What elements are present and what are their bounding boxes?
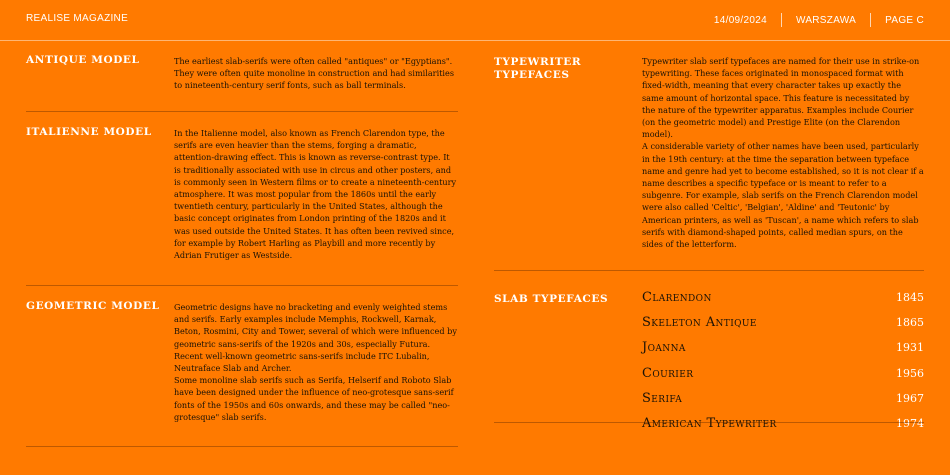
- list-item: [642, 366, 924, 391]
- section-body: [174, 112, 458, 275]
- section-typewriter-typefaces: [494, 40, 924, 271]
- list-item: [642, 416, 924, 441]
- magazine-title: REALISE MAGAZINE: [26, 13, 129, 24]
- section-heading: SLAB TYPEFACES: [494, 293, 609, 305]
- typeface-name: Skeleton Antique: [642, 315, 757, 331]
- section-antique-model: [26, 40, 458, 112]
- section-slab-typefaces: [494, 271, 924, 449]
- typeface-name: American Typewriter: [642, 415, 777, 431]
- typeface-name: Serifa: [642, 390, 683, 406]
- list-item: [642, 315, 924, 340]
- section-geometric-model: [26, 286, 458, 447]
- left-column: [26, 40, 458, 447]
- divider: [494, 422, 924, 423]
- list-item: [642, 340, 924, 365]
- typeface-year: 1956: [896, 366, 924, 380]
- section-heading: TYPEWRITER TYPEFACES: [494, 56, 582, 81]
- paragraph: The earliest slab-serifs were often called "antiques" or "Egyptians". They were often quite monoline in construction and had similarities to nineteenth-century serif fonts, such as ball terminals.: [174, 56, 455, 91]
- issue-city: WARSZAWA: [795, 14, 857, 26]
- section-heading: ITALIENNE MODEL: [26, 126, 152, 138]
- top-bar: [0, 0, 950, 41]
- typeface-name: Clarendon: [642, 290, 712, 305]
- issue-meta: [700, 13, 924, 27]
- typeface-year: 1865: [896, 316, 924, 330]
- list-item: [642, 290, 924, 315]
- typeface-year: 1931: [896, 341, 924, 355]
- typeface-year: 1845: [896, 291, 924, 304]
- section-body: [174, 40, 458, 106]
- section-heading: GEOMETRIC MODEL: [26, 300, 160, 312]
- paragraph: A considerable variety of other names have been used, particularly in the 19th century: at the time the separation between typeface name and genre had yet to become established, so it is not clear if a name describes a specific typeface or is meant to refer to a subgenre. For example, slab serifs on the French Clarendon model were also called 'Celtic', 'Belgian', 'Aldine' and 'Teutonic' by American printers, as well as 'Tuscan', a name which refers to slab serifs with diamond-shaped points, called median spurs, on the sides of the letterform.: [642, 141, 924, 250]
- typeface-name: Courier: [642, 365, 694, 381]
- list-item: [642, 391, 924, 416]
- section-body: [642, 40, 924, 264]
- typeface-year: 1974: [896, 416, 924, 430]
- typeface-name: Joanna: [642, 340, 686, 356]
- section-body: [174, 286, 458, 437]
- paragraph: Typewriter slab serif typefaces are named for their use in strike-on typewriting. These faces originated in monospaced format with fixed-width, meaning that every character takes up exactly the same amount of horizontal space. This feature is necessitated by the nature of the typewriter apparatus. Examples include Courier (on the geometric model) and Prestige Elite (on the Clarendon model).: [642, 56, 920, 140]
- typeface-list: [642, 290, 924, 441]
- section-heading: ANTIQUE MODEL: [26, 54, 140, 66]
- page-label: PAGE C: [885, 14, 924, 26]
- section-italienne-model: [26, 112, 458, 286]
- paragraph: Some monoline slab serifs such as Serifa, Helserif and Roboto Slab have been designed under the influence of neo-grotesque sans-serif fonts of the 1950s and 60s onwards, and these may be called "neo-grotesque" slab serifs.: [174, 375, 454, 422]
- paragraph: In the Italienne model, also known as French Clarendon type, the serifs are even heavier than the stems, forging a dramatic, attention-drawing effect. This is known as reverse-contrast type. It is traditionally associated with use in circus and other posters, and is commonly seen in Western films or to create a nineteenth-century atmosphere. It was most popular from the 1860s until the early twentieth century, particularly in the United States, although the basic concept originates from London printing of the 1820s and it was used outside the United States. It has often been revived since, for example by Robert Harling as Playbill and more recently by Adrian Frutiger as Westside.: [174, 128, 457, 261]
- right-column: [494, 40, 924, 449]
- issue-date: 14/09/2024: [713, 14, 767, 26]
- typeface-year: 1967: [896, 391, 924, 405]
- paragraph: Geometric designs have no bracketing and evenly weighted stems and serifs. Early examples include Memphis, Rockwell, Karnak, Beton, Rosmini, City and Tower, several of which were influenced by geometric sans-serifs of the 1920s and 30s, especially Futura. Recent well-known geometric sans-serifs include ITC Lubalin, Neutraface Slab and Archer.: [174, 302, 457, 374]
